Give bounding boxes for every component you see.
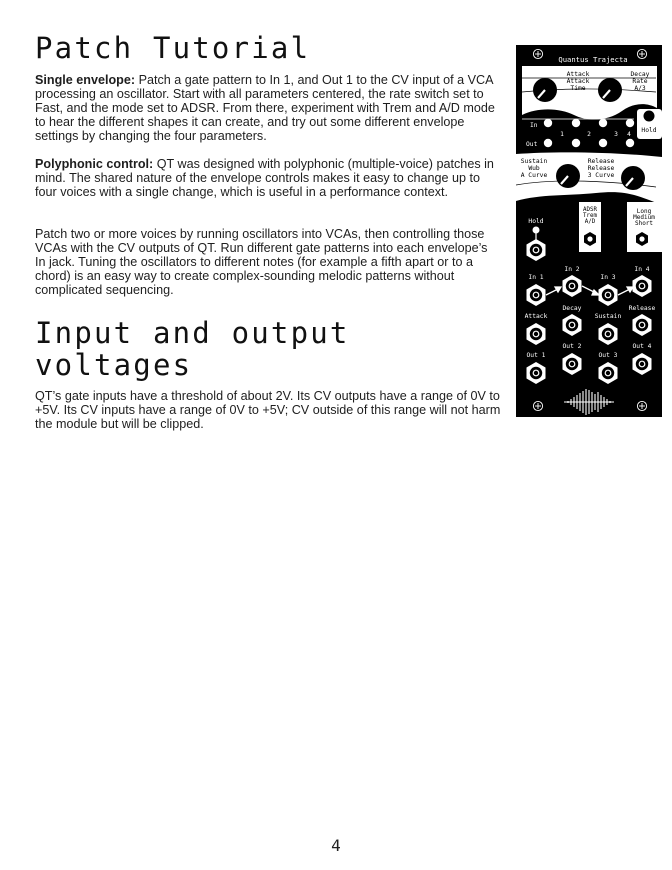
jack-label-in-2: In 2 xyxy=(564,266,580,273)
jack-label-out-3: Out 3 xyxy=(598,352,618,359)
switch-label-adsr: ADSR xyxy=(583,207,597,213)
hold-button[interactable] xyxy=(644,111,655,122)
switch-label-medium: Medium xyxy=(633,214,655,221)
led-out-3 xyxy=(599,139,607,147)
led-number-1: 1 xyxy=(560,131,564,138)
hold-button-label: Hold xyxy=(641,127,657,134)
jack-label-attack: Attack xyxy=(524,313,548,320)
jack-label-decay: Decay xyxy=(562,305,582,312)
knob-label-sustain-1: Sustain xyxy=(520,158,548,165)
led-out-1 xyxy=(544,139,552,147)
knob-label-release-2: Release xyxy=(587,165,615,172)
switch-label-long: Long xyxy=(636,208,652,215)
paragraph-polyphonic-control xyxy=(35,157,501,199)
knob-label-attack-1: Attack xyxy=(566,71,590,78)
heading-polyphonic-control: Polyphonic control: xyxy=(35,157,154,171)
led-out-2 xyxy=(572,139,580,147)
knob-label-decay-2: Rate xyxy=(632,78,648,85)
knob-label-decay-3: A/3 xyxy=(634,85,646,92)
knob-label-release-3: 3 Curve xyxy=(587,172,615,179)
led-in-4 xyxy=(626,119,634,127)
module-name: Quantus Trajecta xyxy=(558,55,628,64)
text-polyphonic-control: QT was designed with polyphonic (multiple-voice) patches in mind. The shared nature of the envelope controls makes it easy to change up to four voices with a single change, which is useful in a performance context. xyxy=(35,157,494,199)
jack-label-release: Release xyxy=(628,305,656,312)
jack-label-out-1: Out 1 xyxy=(526,352,546,359)
knob-label-decay-1: Decay xyxy=(630,71,650,78)
led-in-3 xyxy=(599,119,607,127)
led-in-1 xyxy=(544,119,552,127)
paragraph-io-voltages: QT’s gate inputs have a threshold of about 2V. Its CV outputs have a range of 0V to +5V. Its CV inputs have a range of 0V to +5V; CV outside of this range will not harm the module but will be clipped. xyxy=(35,389,501,431)
paragraph-single-envelope xyxy=(35,73,501,143)
jack-label-out-2: Out 2 xyxy=(562,343,582,350)
jack-label-in-4: In 4 xyxy=(634,266,650,273)
jack-label-hold: Hold xyxy=(528,218,544,225)
led-number-4: 4 xyxy=(627,131,631,138)
jack-label-in-1: In 1 xyxy=(528,274,544,281)
decay-knob[interactable] xyxy=(598,78,622,102)
heading-single-envelope: Single envelope: xyxy=(35,73,136,87)
led-number-3: 3 xyxy=(614,131,618,138)
knob-label-sustain-2: Wub xyxy=(528,165,540,172)
led-number-2: 2 xyxy=(587,131,591,138)
led-out-4 xyxy=(626,139,634,147)
section-title-patch-tutorial: Patch Tutorial xyxy=(35,31,311,65)
switch-label-trem: Trem xyxy=(583,213,597,219)
switch-label-short: Short xyxy=(634,220,654,227)
sustain-knob[interactable] xyxy=(556,164,580,188)
knob-label-release-1: Release xyxy=(587,158,615,165)
knob-label-attack-3: Time xyxy=(570,85,586,92)
section-title-io-voltages: Input and output voltages xyxy=(35,316,350,382)
switch-label-ad: A/D xyxy=(584,219,596,225)
attack-knob[interactable] xyxy=(533,78,557,102)
module-panel-illustration xyxy=(516,45,662,417)
led-in-2 xyxy=(572,119,580,127)
page-number: 4 xyxy=(331,836,341,855)
release-knob[interactable] xyxy=(621,166,645,190)
knob-label-sustain-3: A Curve xyxy=(520,172,548,179)
paragraph-two-voices: Patch two or more voices by running oscillators into VCAs, then controlling those VCAs with the CV outputs of QT. Run different gate patterns into each envelope’s In jack. Tuning the oscillators to different notes (for example a fifth apart or to a chord) is an easy way to create complex-sounding melodic patterns without complicated sequencing. xyxy=(35,227,488,297)
jack-label-in-3: In 3 xyxy=(600,274,616,281)
led-row-label-in: In xyxy=(530,122,538,129)
led-row-label-out: Out xyxy=(526,141,538,148)
knob-label-attack-2: Attack xyxy=(566,78,590,85)
jack-label-out-4: Out 4 xyxy=(632,343,652,350)
jack-label-sustain: Sustain xyxy=(594,313,622,320)
text-single-envelope: Patch a gate pattern to In 1, and Out 1 to the CV input of a VCA processing an oscillator. Start with all parameters centered, the rate switch set to Fast, and the mode set to ADSR. From there, experiment with Trem and A/D mode to hear the different shapes it can create, and try out some different envelope settings by changing the four parameters. xyxy=(35,73,495,143)
